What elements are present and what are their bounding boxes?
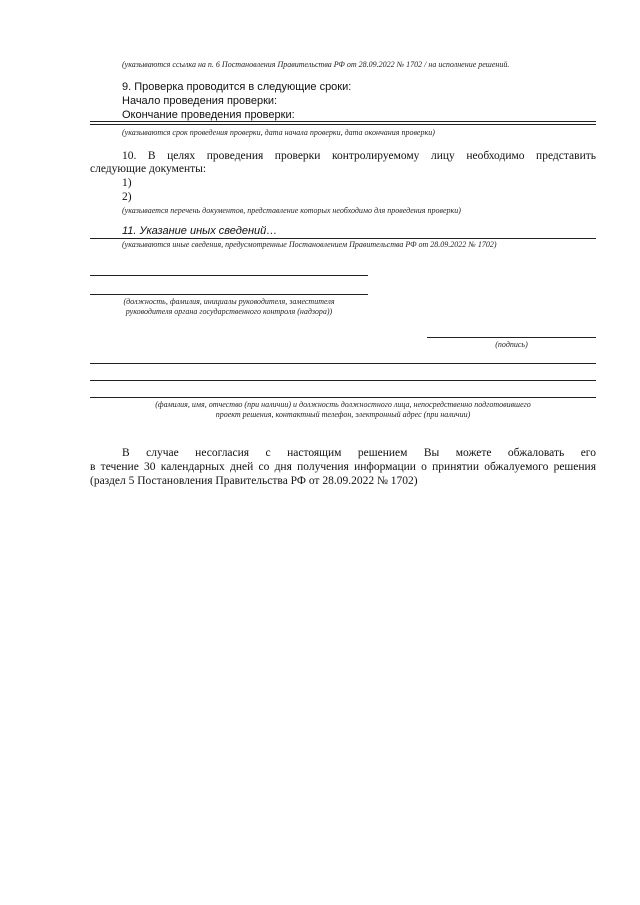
appeal-text-line3: (раздел 5 Постановления Правительства РФ от 28.09.2022 № 1702): [90, 475, 418, 487]
section-9-note: (указываются срок проведения проверки, дата начала проверки, дата окончания проверки): [122, 128, 435, 137]
signature-note: (подпись): [495, 340, 528, 349]
note-legal-reference: (указываются ссылка на п. 6 Постановления Правительства РФ от 28.09.2022 № 1702 / на исполнение решений.: [122, 60, 510, 69]
preparer-note-line2: проект решения, контактный телефон, электронный адрес (при наличии): [215, 410, 471, 419]
document-item-1: 1): [122, 177, 132, 189]
rule-line: [90, 121, 596, 122]
position-line: [90, 275, 368, 276]
section-10-note: (указывается перечень документов, представление которых необходимо для проведения проверки): [122, 206, 461, 215]
appeal-text-line1: В случае несогласия с настоящим решением Вы можете обжаловать его: [122, 447, 596, 459]
section-10-text-line2: следующие документы:: [90, 163, 207, 175]
rule-line: [90, 238, 596, 239]
preparer-line: [90, 380, 596, 381]
signature-line: [427, 337, 596, 338]
inspection-end-label: Окончание проведения проверки:: [122, 109, 295, 121]
preparer-line: [90, 363, 596, 364]
position-line: [90, 294, 368, 295]
inspection-start-label: Начало проведения проверки:: [122, 95, 278, 107]
section-9-heading: 9. Проверка проводится в следующие сроки:: [122, 81, 352, 93]
preparer-note-line1: (фамилия, имя, отчество (при наличии) и должность должностного лица, непосредственно подготовившего: [155, 400, 531, 409]
section-11-heading: 11. Указание иных сведений…: [122, 225, 278, 237]
position-note-line1: (должность, фамилия, инициалы руководителя, заместителя: [123, 297, 335, 306]
section-11-note: (указываются иные сведения, предусмотренные Постановлением Правительства РФ от 28.09.2022 № 1702): [122, 240, 497, 249]
section-10-text-line1: 10. В целях проведения проверки контролируемому лицу необходимо представить: [122, 150, 596, 162]
document-item-2: 2): [122, 191, 132, 203]
preparer-line: [90, 397, 596, 398]
rule-line: [90, 124, 596, 125]
position-note-line2: руководителя органа государственного контроля (надзора)): [125, 307, 333, 316]
appeal-text-line2: в течение 30 календарных дней со дня получения информации о принятии обжалуемого решения: [90, 461, 596, 473]
